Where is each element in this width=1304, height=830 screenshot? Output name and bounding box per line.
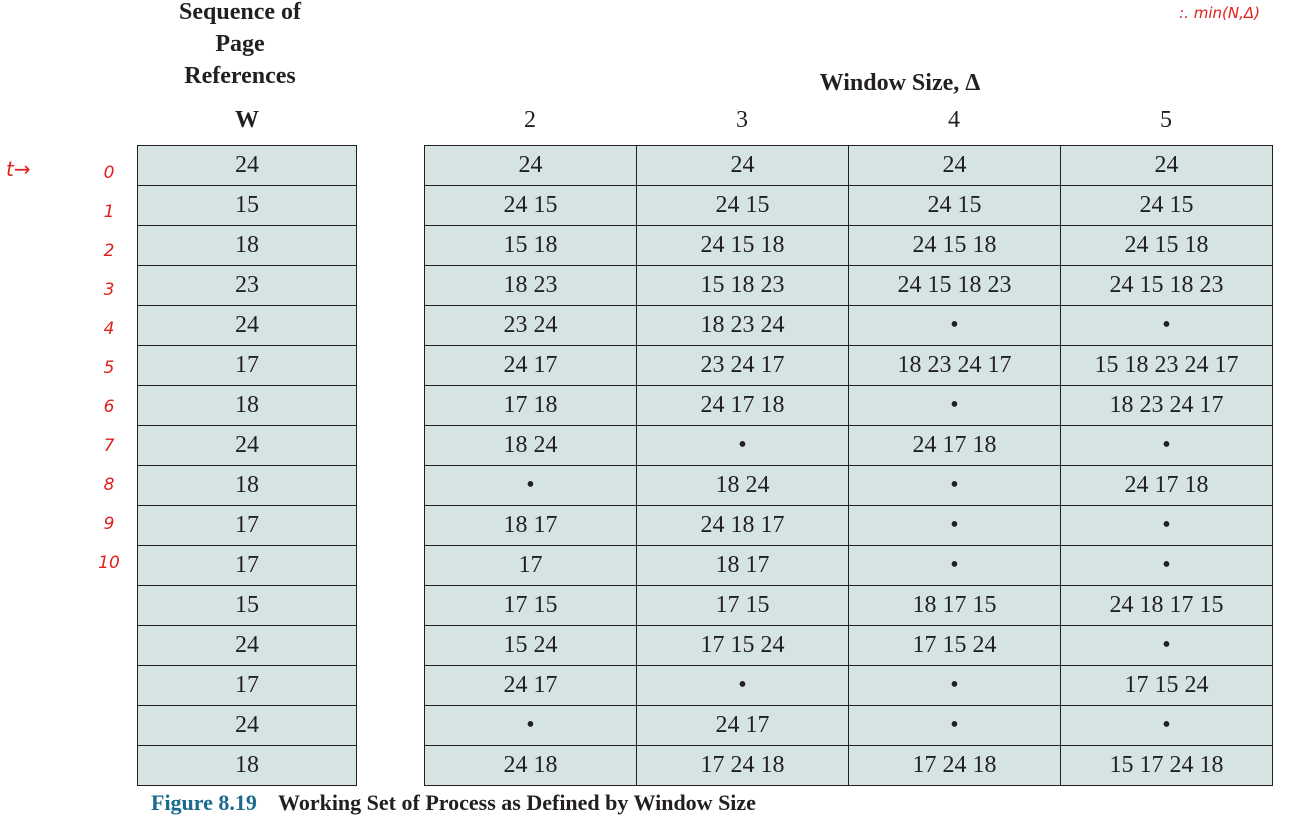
working-set-cell-window-2: 24 [425,146,637,186]
sequence-heading-line-3: References [184,63,296,89]
reference-cell: 24 [138,706,357,746]
reference-row [138,146,357,186]
working-set-cell-window-5: • [1061,506,1273,546]
reference-cell: 18 [138,746,357,786]
time-arrow-annotation: t→ [6,157,31,181]
working-set-cell-window-4: • [849,386,1061,426]
working-set-cell-window-3: 17 15 [637,586,849,626]
working-set-cell-window-4: 24 [849,146,1061,186]
reference-row [138,746,357,786]
working-set-cell-window-2: 15 18 [425,226,637,266]
working-set-cell-window-2: 15 24 [425,626,637,666]
working-set-cell-window-5: 24 15 18 23 [1061,266,1273,306]
working-set-cell-window-2: 17 15 [425,586,637,626]
working-set-cell-window-4: • [849,666,1061,706]
sequence-heading-line-2: Page [215,31,265,57]
working-set-cell-window-5: 15 17 24 18 [1061,746,1273,786]
row-index-annotation: 10 [98,553,120,573]
working-set-cell-window-2: 18 24 [425,426,637,466]
working-set-row [425,146,1273,186]
working-set-cell-window-5: 24 [1061,146,1273,186]
working-set-cell-window-3: • [637,666,849,706]
working-set-cell-window-2: 23 24 [425,306,637,346]
working-set-row [425,626,1273,666]
reference-cell: 17 [138,546,357,586]
working-set-cell-window-3: 18 23 24 [637,306,849,346]
min-note-annotation: :. min(N,Δ) [1179,4,1260,22]
reference-cell: 24 [138,306,357,346]
reference-row [138,186,357,226]
working-set-row [425,546,1273,586]
row-index-annotation: 7 [103,436,115,456]
working-set-cell-window-4: 17 24 18 [849,746,1061,786]
working-set-cell-window-4: 18 17 15 [849,586,1061,626]
reference-row [138,666,357,706]
working-set-cell-window-3: 18 24 [637,466,849,506]
working-set-cell-window-2: 24 15 [425,186,637,226]
row-index-annotation: 2 [103,241,115,261]
working-set-row [425,186,1273,226]
working-set-cell-window-4: 17 15 24 [849,626,1061,666]
working-set-cell-window-3: 24 17 18 [637,386,849,426]
working-set-row [425,346,1273,386]
working-set-cell-window-5: • [1061,706,1273,746]
page-reference-table [137,145,357,786]
working-set-cell-window-5: • [1061,546,1273,586]
reference-row [138,586,357,626]
window-size-2-header: 2 [524,107,536,133]
working-set-row [425,466,1273,506]
reference-cell: 24 [138,426,357,466]
working-set-cell-window-3: 24 15 [637,186,849,226]
working-set-cell-window-3: 23 24 17 [637,346,849,386]
window-size-5-header: 5 [1160,107,1172,133]
window-size-3-header: 3 [736,107,748,133]
reference-cell: 15 [138,186,357,226]
working-set-cell-window-5: 17 15 24 [1061,666,1273,706]
working-set-cell-window-2: 17 [425,546,637,586]
working-set-cell-window-4: • [849,466,1061,506]
working-set-cell-window-4: • [849,706,1061,746]
figure-number: Figure 8.19 [151,790,257,815]
row-index-annotation: 3 [103,280,115,300]
working-set-cell-window-3: • [637,426,849,466]
working-set-row [425,306,1273,346]
reference-row [138,546,357,586]
working-set-cell-window-2: • [425,466,637,506]
working-set-cell-window-5: 24 15 [1061,186,1273,226]
working-set-table [424,145,1273,786]
reference-cell: 17 [138,666,357,706]
working-set-cell-window-3: 24 17 [637,706,849,746]
working-set-cell-window-3: 17 24 18 [637,746,849,786]
working-set-row [425,746,1273,786]
row-index-annotation: 8 [103,475,115,495]
working-set-cell-window-5: 15 18 23 24 17 [1061,346,1273,386]
working-set-row [425,666,1273,706]
working-set-cell-window-3: 17 15 24 [637,626,849,666]
w-column-header: W [235,107,259,133]
working-set-cell-window-2: 18 23 [425,266,637,306]
sequence-heading [150,0,330,92]
reference-row [138,506,357,546]
working-set-cell-window-3: 18 17 [637,546,849,586]
reference-cell: 18 [138,226,357,266]
window-size-heading: Window Size, Δ [819,70,981,96]
row-index-annotation: 4 [103,319,115,339]
reference-cell: 17 [138,346,357,386]
working-set-row [425,426,1273,466]
working-set-cell-window-3: 15 18 23 [637,266,849,306]
working-set-cell-window-5: • [1061,626,1273,666]
working-set-cell-window-4: 24 15 18 [849,226,1061,266]
working-set-row [425,226,1273,266]
reference-row [138,466,357,506]
working-set-cell-window-5: 24 15 18 [1061,226,1273,266]
row-index-annotation: 6 [103,397,115,417]
row-index-annotation: 5 [103,358,115,378]
working-set-row [425,266,1273,306]
working-set-cell-window-4: • [849,306,1061,346]
working-set-cell-window-4: 24 15 18 23 [849,266,1061,306]
reference-row [138,346,357,386]
reference-cell: 18 [138,466,357,506]
working-set-row [425,586,1273,626]
working-set-cell-window-4: • [849,506,1061,546]
working-set-cell-window-2: 17 18 [425,386,637,426]
working-set-row [425,506,1273,546]
working-set-row [425,706,1273,746]
row-index-annotation: 9 [103,514,115,534]
reference-cell: 24 [138,626,357,666]
reference-row [138,426,357,466]
working-set-cell-window-4: 24 17 18 [849,426,1061,466]
working-set-cell-window-3: 24 [637,146,849,186]
reference-cell: 17 [138,506,357,546]
working-set-cell-window-3: 24 18 17 [637,506,849,546]
working-set-cell-window-5: • [1061,426,1273,466]
reference-cell: 23 [138,266,357,306]
working-set-cell-window-2: 24 17 [425,346,637,386]
figure-caption [151,790,756,816]
figure-title: Working Set of Process as Defined by Window Size [278,790,756,815]
reference-row [138,266,357,306]
sequence-heading-line-1: Sequence of [179,0,301,25]
working-set-row [425,386,1273,426]
working-set-cell-window-4: 18 23 24 17 [849,346,1061,386]
working-set-cell-window-2: • [425,706,637,746]
reference-cell: 15 [138,586,357,626]
working-set-cell-window-5: 24 18 17 15 [1061,586,1273,626]
working-set-cell-window-2: 24 18 [425,746,637,786]
reference-row [138,306,357,346]
working-set-cell-window-2: 24 17 [425,666,637,706]
working-set-cell-window-4: • [849,546,1061,586]
working-set-cell-window-5: • [1061,306,1273,346]
working-set-cell-window-2: 18 17 [425,506,637,546]
reference-row [138,626,357,666]
working-set-cell-window-3: 24 15 18 [637,226,849,266]
reference-cell: 18 [138,386,357,426]
reference-row [138,226,357,266]
row-index-annotation: 1 [103,202,115,222]
row-index-annotation: 0 [103,163,115,183]
working-set-cell-window-5: 18 23 24 17 [1061,386,1273,426]
reference-row [138,706,357,746]
working-set-cell-window-5: 24 17 18 [1061,466,1273,506]
working-set-cell-window-4: 24 15 [849,186,1061,226]
window-size-4-header: 4 [948,107,960,133]
reference-cell: 24 [138,146,357,186]
reference-row [138,386,357,426]
